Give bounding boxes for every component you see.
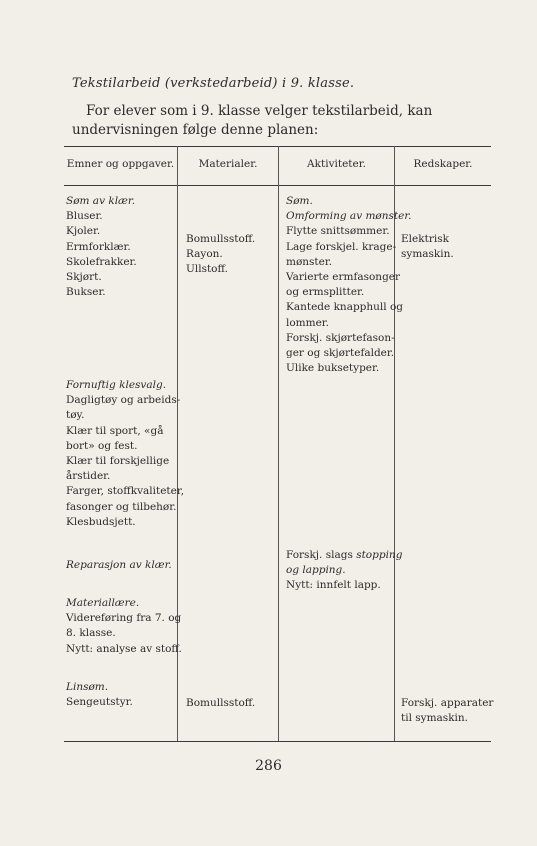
text-line: ger og skjørtefalder. xyxy=(286,347,395,360)
column-divider-3 xyxy=(394,146,395,741)
reparasjon-text: Forskj. slags xyxy=(286,549,353,561)
text-line xyxy=(286,548,403,563)
column-divider-2 xyxy=(278,146,279,741)
text-line: Kantede knapphull og xyxy=(286,301,404,314)
text-line: Forskj. skjørtefason- xyxy=(286,331,395,344)
col-emner-reparasjon xyxy=(66,558,174,573)
col-redskaper-som xyxy=(401,232,491,262)
text-line: Ulike buksetyper. xyxy=(286,362,380,375)
list-item: Bomullsstoff. xyxy=(186,233,256,245)
text-line: 8. klasse. xyxy=(66,627,116,640)
text-line: Nytt: analyse av stoff. xyxy=(66,642,182,655)
list-item: Bomullsstoff. xyxy=(186,697,256,709)
text-line: og lapping. xyxy=(286,564,346,577)
col-redskaper-linsom xyxy=(401,696,494,726)
text-line: til symaskin. xyxy=(401,712,469,725)
col-aktiviteter-som xyxy=(286,194,412,376)
list-item: Ullstoff. xyxy=(186,263,228,276)
text-line: Klær til sport, «gå xyxy=(66,424,164,437)
page-title: Tekstilarbeid (verkstedarbeid) i 9. klasse. xyxy=(72,76,355,91)
text-line: årstider. xyxy=(66,470,111,483)
col-materialer-linsom xyxy=(186,696,276,711)
text-line: Lage forskjel. krage- xyxy=(286,240,397,253)
col-aktiviteter-reparasjon xyxy=(286,548,403,594)
header-aktiviteter: Aktiviteter. xyxy=(307,158,366,170)
list-item: Rayon. xyxy=(186,248,223,261)
text-line: Klær til forskjellige xyxy=(66,455,170,468)
page-number: 286 xyxy=(255,758,282,774)
text-line: Dagligtøy og arbeids- xyxy=(66,394,181,407)
col-emner-fornuftig xyxy=(66,378,185,530)
header-redskaper: Redskaper. xyxy=(413,158,473,170)
col-emner-linsom xyxy=(66,680,174,710)
text-line: bort» og fest. xyxy=(66,439,138,452)
text-line: tøy. xyxy=(66,409,85,422)
text-line: Flytte snittsømmer. xyxy=(286,225,390,238)
list-item: Bluser. xyxy=(66,210,103,223)
text-line: Forskj. apparater xyxy=(401,697,494,709)
list-item: Skjørt. xyxy=(66,271,102,284)
col-materialer-som xyxy=(186,232,276,278)
list-item: Sengeutstyr. xyxy=(66,696,133,709)
text-line: Nytt: innfelt lapp. xyxy=(286,579,381,592)
table-bottom-rule xyxy=(64,741,491,742)
col-emner-som xyxy=(66,194,174,300)
list-item: Bukser. xyxy=(66,286,106,299)
list-item: Ermforklær. xyxy=(66,240,131,253)
text-line: mønster. xyxy=(286,255,333,268)
text-line: symaskin. xyxy=(401,248,454,261)
header-materialer: Materialer. xyxy=(198,158,258,170)
materiallaere-heading: Materiallære. xyxy=(66,597,140,609)
text-line: Elektrisk xyxy=(401,233,449,245)
text-line: Farger, stoffkvaliteter, xyxy=(66,485,185,498)
text-line: Varierte ermfasonger xyxy=(286,271,401,284)
text-line: Videreføring fra 7. og xyxy=(66,612,182,625)
reparasjon-italic-text: stopping xyxy=(356,549,403,561)
text-line: lommer. xyxy=(286,316,330,329)
intro-paragraph: For elever som i 9. klasse velger tekstilarbeid, kan undervisningen følge denne planen: xyxy=(72,103,433,138)
som-heading: Søm av klær. xyxy=(66,195,136,207)
text-line: Klesbudsjett. xyxy=(66,515,136,528)
list-item: Kjoler. xyxy=(66,225,101,238)
linsom-heading: Linsøm. xyxy=(66,681,109,693)
text-line: og ermsplitter. xyxy=(286,286,365,299)
som-heading: Søm. xyxy=(286,195,313,207)
col-emner-materiallaere xyxy=(66,596,182,657)
reparasjon-heading: Reparasjon av klær. xyxy=(66,559,172,571)
text-line: fasonger og tilbehør. xyxy=(66,500,177,513)
list-item: Skolefrakker. xyxy=(66,255,137,268)
som-subheading: Omforming av mønster. xyxy=(286,210,412,223)
header-emner: Emner og oppgaver. xyxy=(66,158,175,170)
fornuftig-heading: Fornuftig klesvalg. xyxy=(66,379,167,391)
